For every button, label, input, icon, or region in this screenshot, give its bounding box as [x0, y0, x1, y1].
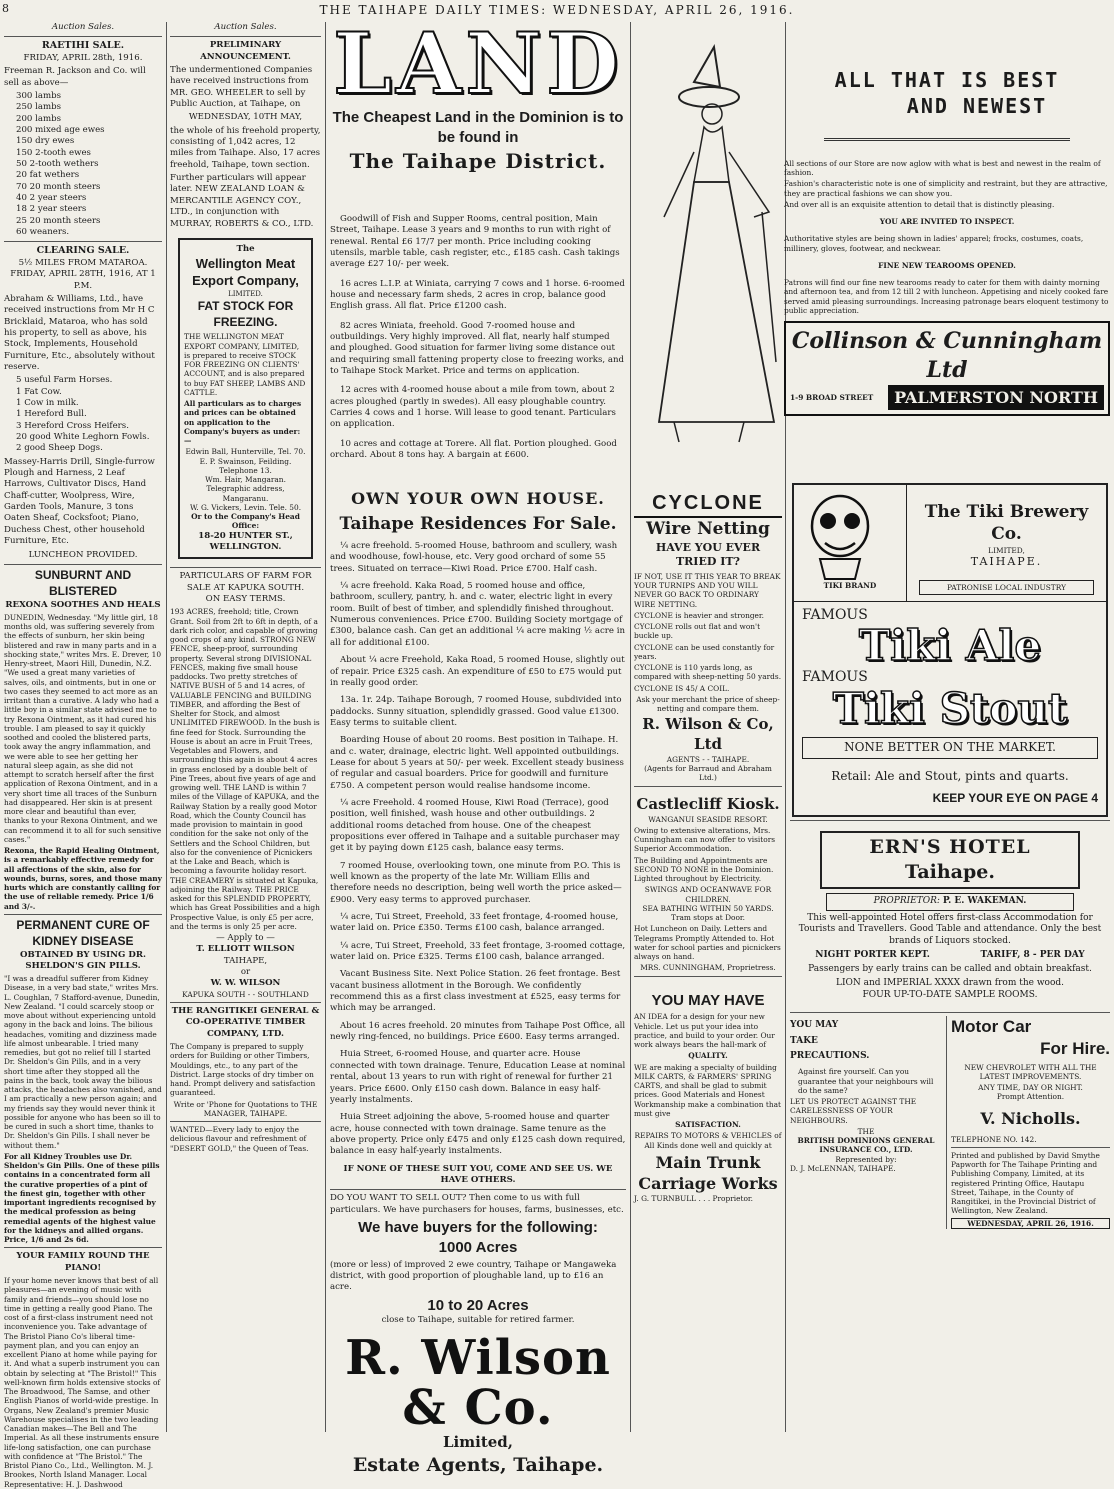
insurance-name: BRITISH DOMINIONS GENERAL INSURANCE CO., LTD.: [797, 1136, 935, 1155]
residence-listing: ¼ acre freehold. 5-roomed House, bathroom and scullery, wash and woodhouse, fowl-house, etc. Very good orchard of some 55 trees. Situated on terrace—Kiwi Road. Price £700. Half cash.: [330, 541, 618, 574]
stock-item: 50 2-tooth wethers: [16, 158, 99, 169]
column-4: [634, 490, 782, 1430]
mrs-cunningham: MRS. CUNNINGHAM, Proprietress.: [640, 963, 776, 973]
motor-car: Motor Car: [951, 1016, 1032, 1036]
prelim-body2: the whole of his freehold property, consisting of 1,042 acres, 12 miles from Taihape. Also, 17 acres freehold, Taihape, town section.: [170, 125, 321, 170]
cyclone-point: CYCLONE is heavier and stronger.: [634, 610, 765, 620]
collinson-logo: [784, 321, 1110, 416]
cyclone-p1: IF NOT, USE IT THIS YEAR TO BREAK YOUR TURNIPS AND YOU WILL NEVER GO BACK TO ORDINARY WIRE NETTING.: [634, 571, 781, 609]
clearing-item: 5 useful Farm Horses.: [16, 375, 113, 386]
raetihi-intro: Freeman R. Jackson and Co. will sell as above—: [4, 66, 146, 88]
district-line: The Taihape District.: [349, 148, 607, 173]
page-number: 8: [2, 2, 9, 15]
land-listings: [330, 214, 626, 462]
cyclone-point: CYCLONE is 110 yards long, as compared with sheep-netting 50 yards.: [634, 663, 782, 682]
cyclone-point: CYCLONE can be used constantly for years.: [634, 642, 775, 661]
clearing-item: 1 Fat Cow.: [16, 386, 62, 397]
acres-1000-desc: (more or less) of improved 2 ewe country, Taihape or Mangaweka district, with good proportion of ploughable land, up to £16 an acre.: [330, 1259, 617, 1293]
insurance-p1: Against fire yourself. Can you guarantee that your neighbours will do the same?: [798, 1067, 934, 1095]
kiosk-p3: Hot Luncheon on Daily. Letters and Telegrams Promptly Attended to. Hot water for school parties and picnickers always on hand.: [634, 924, 781, 961]
hotel-p2: Passengers by early trains can be called and obtain breakfast.: [808, 964, 1092, 975]
estate-agents: Estate Agents, Taihape.: [352, 1454, 604, 1477]
stock-item: 150 2-tooth ewes: [16, 147, 91, 158]
repairs: REPAIRS TO MOTORS & VEHICLES of All Kinds done well and quickly at: [634, 1131, 782, 1150]
apply-or: or: [240, 967, 251, 978]
column-rule: [325, 22, 326, 1432]
apply-label: — Apply to —: [216, 933, 275, 944]
apply-name-1: T. ELLIOTT WILSON: [196, 944, 295, 955]
famous-2: FAMOUS: [802, 669, 868, 686]
insurance-headlines: [790, 1020, 942, 1064]
own-house-headline: OWN YOUR OWN HOUSE.: [351, 488, 605, 508]
sunburn-tail: Rexona, the Rapid Healing Ointment, is a remarkably effective remedy for all affections of the skin, also for wounds, burns, sores, and those many hurts which are constantly calling for the use of reliable remedy. Price 1/6 and 3/-.: [4, 846, 162, 911]
meat-buyer: Edwin Ball, Hunterville, Tel. 70.: [185, 447, 306, 457]
stock-list: [4, 91, 162, 238]
column-rule: [166, 22, 167, 1432]
fashion-ad: [634, 22, 1110, 492]
rangitikei-write: Write or 'Phone for Quotations to THE MANAGER, TAIHAPE.: [173, 1099, 318, 1118]
agents: AGENTS - - TAIHAPE.: [666, 754, 750, 764]
tiki-brand: TIKI BRAND: [823, 581, 877, 590]
land-listing: 12 acres with 4-roomed house about a mile from town, about 2 acres ploughed (partly in swedes). All easy ploughable country. Carries 4 cows and 1 horse. Will lease to good tenant. Particulars on application.: [330, 385, 616, 430]
clearing-more: Massey-Harris Drill, Single-furrow Plough and Harness, 2 Leaf Harrows, Cultivator Discs, Hand Chaff-cutter, Woolpress, Wire, Garden Tools, Manure, 3 tons Oaten Sheaf, Cocksfoot; Piano, Duchess Chest, other household Furniture, Etc.: [4, 456, 155, 547]
wanted: WANTED—Every lady to enjoy the delicious flavour and refreshment of "DESERT GOLD," the Queen of Teas.: [170, 1125, 309, 1153]
meat-fat-stock: FAT STOCK FOR FREEZING.: [197, 298, 294, 329]
insurance-line: TAKE: [790, 1035, 818, 1046]
best-p1: All sections of our Store are now aglow with what is best and newest in the realm of fashion.: [784, 158, 1101, 178]
stock-item: 18 2 year steers: [16, 204, 87, 215]
four-rooms: FOUR UP-TO-DATE SAMPLE ROOMS.: [862, 989, 1038, 1000]
land-listing: 10 acres and cottage at Torere. All flat. Portion ploughed. Good orchard. About 8 tons hay. A bargain at £600.: [330, 438, 617, 461]
for-hire: For Hire.: [1040, 1039, 1110, 1059]
fashion-lady-illustration: [634, 42, 784, 462]
you-may-have: YOU MAY HAVE: [651, 991, 765, 1009]
best-title-1: ALL THAT IS BEST: [834, 68, 1060, 92]
insurance-ad: [790, 1016, 947, 1229]
column-1: [4, 22, 162, 1489]
proprietor-label: PROPRIETOR:: [873, 895, 940, 906]
insurance-p2: LET US PROTECT AGAINST THE CARELESSNESS OF YOUR NEIGHBOURS.: [790, 1097, 917, 1125]
prompt: Prompt Attention.: [996, 1092, 1065, 1102]
farm-title: PARTICULARS OF FARM FOR SALE AT KAPUKA SOUTH.: [179, 571, 312, 593]
meat-or: Or to the Company's Head Office:: [191, 512, 300, 531]
column-rule: [630, 22, 631, 1432]
clearing-list: [4, 375, 162, 454]
cyclone-ask: Ask your merchant the price of sheep-netting and compare them.: [636, 694, 780, 714]
erns-hotel: ERN'S HOTEL: [869, 835, 1031, 858]
meat-buyer: Wm. Hair, Mangaran. Telegraphic address, Mangaranu.: [205, 475, 286, 503]
best-p2: Fashion's characteristic note is one of simplicity and restraint, but they are attractive, they are practical fashions we can show you.: [784, 179, 1108, 198]
sell-out: DO YOU WANT TO SELL OUT? Then come to us with full particulars. We have purchasers for houses, farms, businesses, etc.: [330, 1193, 624, 1215]
raetihi-date: FRIDAY, APRIL 28th, 1916.: [23, 52, 143, 63]
column-header: Auction Sales.: [214, 22, 277, 32]
clearing-item: 20 good White Leghorn Fowls.: [16, 432, 150, 443]
clearing-date: FRIDAY, APRIL 28TH, 1916, AT 1 P.M.: [10, 269, 156, 291]
farm-terms: ON EASY TERMS.: [205, 594, 286, 605]
tearooms: FINE NEW TEAROOMS OPENED.: [878, 260, 1016, 270]
chevrolet: NEW CHEVROLET WITH ALL THE LATEST IMPROVEMENTS.: [964, 1062, 1097, 1081]
stock-item: 150 dry ewes: [16, 136, 75, 147]
best-p3: And over all is an exquisite attention to detail that is distinctly pleasing.: [784, 199, 1055, 209]
r-wilson-logo: R. Wilson & Co.: [345, 1329, 611, 1437]
residence-listing: About 16 acres freehold. 20 minutes from Taihape Post Office, all newly ring-fenced, no buildings. Price £600. Easy terms arranged.: [330, 1020, 626, 1043]
residence-listing: About ¼ acre Freehold, Kaka Road, 5 roomed House, slightly out of repair. Price £325 cash. An expenditure of £50 to £75 would put in really good order.: [330, 655, 625, 688]
best-title-2: AND NEWEST: [906, 94, 1048, 119]
have-you-tried: HAVE YOU EVER TRIED IT?: [655, 540, 761, 569]
collinson-name: Collinson & Cunningham Ltd: [791, 328, 1103, 384]
famous-1: FAMOUS: [802, 606, 868, 623]
best-p5: Patrons will find our fine new tearooms ready to cater for them with dainty morning and afternoon tea, and from 12 till 2 with luncheon. Appetising and nicely cooked fare served amid pleasing surroundings. Increasing patronage bears eloquent testimony to public appreciation.: [784, 278, 1109, 315]
column-3: [330, 14, 626, 1477]
column-5: [790, 480, 1110, 1430]
meat-buyer: W. G. Vickers, Levin. Tele. 50.: [189, 502, 302, 512]
masthead: THE TAIHAPE DAILY TIMES: WEDNESDAY, APRIL 26, 1916.: [319, 3, 795, 17]
acres-10-20: 10 to 20 Acres: [427, 1296, 529, 1314]
apply-loc-1: TAIHAPE,: [223, 955, 268, 966]
meat-ltd: LIMITED.: [228, 289, 263, 298]
acres-1000: 1000 Acres: [438, 1238, 518, 1256]
residence-listing: ¼ acre, Tui Street, Freehold, 33 feet frontage, 3-roomed cottage, water laid on. Price £325. Terms £100 cash, balance arranged.: [330, 940, 626, 963]
land-listing: 82 acres Winiata, freehold. Good 7-roomed house and outbuildings. Very highly improved. All flat, nearly half stumped and ploughed. Good situation for farmer living some distance out and requiring small fattening property close to freezing works, and to Taihape Stock Market. Price and terms on application.: [330, 320, 624, 377]
prelim-body3: Further particulars will appear later. NEW ZEALAND LOAN & MERCANTILE AGENCY COY., LTD., in conjunction with MURRAY, ROBERTS & CO., LTD.: [170, 173, 314, 229]
clearing-item: 1 Hereford Bull.: [16, 409, 87, 420]
piano-body: If your home never knows that best of all pleasures—an evening of music with family and friends—you should lose no time in getting a really good Piano. The cost of a first-class instrument need not inconvenience you. Take advantage of The Bristol Piano Co's liberal time-payment plan, and you can enjoy an excellent Piano at home while paying for it. And what a superb instrument you can obtain by selecting at "The Bristol!" This well-known firm holds extensive stocks of The Broadwood, The Samse, and other English Pianos of world-wide prestige. In Organs, New Zealand's premier Music Warehouse specialises in the two leading Canadian makes—The Bell and The Imperial. As all these instruments ensure life-long satisfaction, one can purchase with confidence at "The Bristol." The Bristol Piano Co., Ltd., Wellington. M. J. Brookes, North Island Manager. Local Representative: H. J. Dashwood: [4, 1276, 161, 1489]
insurance-line: YOU MAY: [790, 1019, 839, 1030]
hotel-p1: This well-appointed Hotel offers first-class Accommodation for Tourists and Travellers. Good Table and attendance. Only the best brands of Liquors stocked.: [798, 912, 1102, 947]
swings: SWINGS AND OCEANWAVE FOR CHILDREN.: [644, 885, 772, 904]
insurance-the: THE: [857, 1126, 875, 1136]
tiki-ale: Tiki Ale: [858, 621, 1042, 671]
residence-listings: [330, 541, 626, 1158]
prelim-title: PRELIMINARY ANNOUNCEMENT.: [200, 40, 291, 62]
clearing-item: 2 good Sheep Dogs.: [16, 443, 103, 454]
residence-listing: Boarding House of about 20 rooms. Best position in Taihape. H. and c. water, drainage, electric light. Well appointed outbuildings. Lease for about 5 years at 50/- per week. Excellent steady business of regular and casual boarders. Price for goodwill and furniture £750. A competent person would realise handsome income.: [330, 735, 624, 791]
rangitikei-body: The Company is prepared to supply orders for Building or other Timbers, Mouldings, etc., to any part of the District. Large stocks of dry timber on hand. Prompt delivery and satisfaction guaranteed.: [170, 1042, 316, 1098]
motor-car-ad: [947, 1016, 1110, 1229]
footer-date: WEDNESDAY, APRIL 26, 1916.: [951, 1218, 1110, 1229]
piano-title: YOUR FAMILY ROUND THE PIANO!: [16, 1251, 150, 1273]
sunburn-subtitle: REXONA SOOTHES AND HEALS: [5, 599, 161, 610]
erns-taihape: Taihape.: [905, 860, 995, 883]
any-time: ANY TIME, DAY OR NIGHT.: [978, 1083, 1083, 1093]
tiki-brewery-ad: [792, 483, 1108, 817]
keep-eye: KEEP YOUR EYE ON PAGE 4: [932, 790, 1098, 805]
residence-listing: Huia Street, 6-roomed House, and quarter acre. House connected with town drainage. Tenure, Education Lease at nominal rental, about 13 years to run with right of renewal for further 21 years. Price £600. Only £150 cash down. Balance in easy half-yearly instalments.: [330, 1049, 626, 1105]
sunburn-title: SUNBURNT AND BLISTERED: [34, 567, 132, 598]
brewery-name: The Tiki Brewery Co.: [924, 502, 1089, 545]
invited: YOU ARE INVITED TO INSPECT.: [879, 217, 1015, 227]
stock-item: 200 lambs: [16, 113, 62, 124]
meat-body: THE WELLINGTON MEAT EXPORT COMPANY, LIMITED, is prepared to receive STOCK FOR FREEZING ON CLIENTS' ACCOUNT, and is also prepared to buy FAT SHEEP, LAMBS AND CATTLE.: [184, 332, 306, 397]
apply-loc-2: KAPUKA SOUTH - - SOUTHLAND: [182, 989, 309, 999]
kidney-tail: For all Kidney Troubles use Dr. Sheldon's Gin Pills. One of these pills contains in a concentrated form all the curative properties of a pint of the finest gin, together with other important ingredients recognised by the medical profession as being remedial agents of the highest value for the kidneys and allied organs. Price, 1/6 and 2s 6d.: [4, 1151, 160, 1245]
kidney-title: PERMANENT CURE OF KIDNEY DISEASE: [16, 917, 150, 948]
mclennan: D. J. McLENNAN, TAIHAPE.: [790, 1163, 896, 1173]
stock-item: 70 20 month steers: [16, 181, 101, 192]
clearing-item: 3 Hereford Cross Heifers.: [16, 420, 129, 431]
nicholls: V. Nicholls.: [980, 1108, 1081, 1128]
meat-name: Wellington Meat Export Company,: [192, 256, 299, 289]
satisfaction: SATISFACTION.: [675, 1120, 741, 1130]
column-2: [170, 22, 321, 1432]
meat-buyer: E. P. Swainson, Feilding. Telephone 13.: [199, 456, 292, 475]
cheapest-line: The Cheapest Land in the Dominion is to be found in: [332, 109, 624, 146]
clearing-title: CLEARING SALE.: [36, 245, 130, 257]
residence-listing: ¼ acre Freehold. 4 roomed House, Kiwi Road (Terrace), good position, well finished, wash house and other outbuildings. 2 additional rooms detached from house. One of the cheapest propositions ever offered in Taihape and a suitable purchaser may get it by paying down £125 cash, balance easy terms.: [330, 797, 620, 854]
stock-item: 200 mixed age ewes: [16, 124, 105, 135]
lion: LION and IMPERIAL XXXX drawn from the wood.: [836, 977, 1064, 988]
wanganui: WANGANUI SEASIDE RESORT.: [648, 814, 768, 824]
clearing-intro: Abraham & Williams, Ltd., have received instructions from Mr H C Bricklaid, Mataroa, who has sold his property, to sell as above, his Stock, Implements, Household Furniture, Etc., absolutely without reserve.: [4, 293, 155, 372]
retail: Retail: Ale and Stout, pints and quarts.: [831, 768, 1069, 783]
kiosk-p2: The Building and Appointments are SECOND TO NONE in the Dominion. Lighted throughout by Electricity.: [634, 855, 774, 883]
main-trunk: Main Trunk: [655, 1152, 761, 1172]
patronise: PATRONISE LOCAL INDUSTRY: [919, 580, 1094, 595]
wire-netting: Wire Netting: [646, 519, 770, 540]
stock-item: 60 weaners.: [16, 227, 70, 238]
meat-particulars: All particulars as to charges and prices can be obtained on application to the Company's buyers as under:—: [184, 399, 302, 446]
stock-item: 300 lambs: [16, 90, 62, 101]
meat-export-ad: [178, 238, 313, 559]
residence-listing: ¼ acre, Tui Street, Freehold, 33 feet frontage, 4-roomed house, water laid on. Price £350. Terms £100 cash, balance arranged.: [330, 912, 619, 934]
best-p4: Authoritative styles are being shown in ladies' apparel; frocks, costumes, coats, millinery, gloves, footwear, and neckwear.: [784, 234, 1084, 253]
night-porter: NIGHT PORTER KEPT.: [815, 950, 930, 961]
insurance-line: PRECAUTIONS.: [790, 1051, 870, 1062]
prelim-body: The undermentioned Companies have received instructions from MR. GEO. WHEELER to sell by Public Auction, at Taihape, on: [170, 65, 313, 110]
kidney-subtitle: OBTAINED BY USING DR. SHELDON'S GIN PILLS.: [20, 949, 146, 971]
cyclone-list: [634, 611, 782, 693]
quality: QUALITY.: [688, 1051, 728, 1061]
printed-by: Printed and published by David Smythe Papworth for The Taihape Printing and Publishing Company, Limited, at its registered Printing Office, Hautapu Street, Taihape, in the County of Rangitikei, in the Provincial District of Wellington, New Zealand.: [951, 1150, 1100, 1216]
broad-street: 1-9 BROAD STREET: [790, 393, 874, 403]
cyclone-title: CYCLONE: [634, 490, 782, 518]
column-header: Auction Sales.: [51, 22, 115, 32]
cyclone-point: CYCLONE rolls out flat and won't buckle up.: [634, 622, 761, 641]
if-none: IF NONE OF THESE SUIT YOU, COME AND SEE US. WE HAVE OTHERS.: [343, 1163, 613, 1185]
brewery-taihape: TAIHAPE.: [970, 555, 1043, 569]
land-headline: LAND: [333, 14, 623, 113]
limited: Limited,: [443, 1433, 513, 1452]
residence-listing: ¼ acre freehold. Kaka Road, 5 roomed house and office, bathroom, scullery, pantry, h. and c. water, electric light in every room. Built of best of timber, and splendidly finished throughout. Numerous conveniences. Price £700. Building Society mortgage of £300, balance cash. Can get an additional ¼ acre making ½ acre in all for additional £100.: [330, 581, 625, 648]
palmerston-north: PALMERSTON NORTH: [888, 385, 1104, 410]
stock-item: 20 fat wethers: [16, 170, 80, 181]
kidney-body: "I was a dreadful sufferer from Kidney Disease, in a very bad state," writes Mrs. L. Coughlan, 7 Stafford-avenue, Dunedin, New Zealand. "I could scarcely stoop or move about without experiencing untold agony in the back and loins. The bilious headaches, vomiting and dizziness made life almost unbearable. I tried many remedies, but got no relief till I started Dr. Sheldon's Gin Pills, and in a very short time after they stopped all the pains in the back, took away the bilious attacks, the headaches also vanished, and I am practically a new person again; and my friends say they would never think it possible for anyone who has been so ill to be cured in such a short time, thanks to Dr. Sheldon's Gin Pills. I shall never be without them.": [4, 974, 162, 1150]
clearing-location: 5½ MILES FROM MATAROA.: [18, 257, 148, 268]
sea-bathing: SEA BATHING WITHIN 50 YARDS. Tram stops at Door.: [642, 903, 774, 922]
erns-hotel-box: [820, 831, 1080, 889]
carriage-works: Carriage Works: [638, 1173, 778, 1193]
represented: Represented by:: [835, 1154, 897, 1164]
clearing-item: 1 Cow in milk.: [16, 398, 79, 409]
sunburn-body: DUNEDIN, Wednesday. "My little girl, 18 months old, was suffering severely from the effects of sunburn, her skin being blistered and raw in many parts and in a shocking state," writes Mrs. E. Drever, 10 Henry-street, Maori Hill, Dunedin, N.Z. "We used a great many varieties of salves, oils, and ointments, but in one or two cases they seemed to act more as an irritant than a curative. A lady who had a little boy in a similar state advised me to try Rexona Ointment, as it had cured his trouble. I am pleased to say it quickly soothed and cooled the blistered parts, took away the angry inflammation, and we were able to see her getting her natural sleep again, as she did not attempt to scratch herself after the first application of Rexona Ointment, and in a very short time all traces of the Sunburn had disappeared. Her skin is at present more clear and beautiful than ever, thanks to your Rexona Ointment, and we can recommend it to all for such sensitive cases.": [4, 612, 162, 844]
meat-buyers: [184, 447, 307, 512]
farm-body: 193 ACRES, freehold; title, Crown Grant. Soil from 2ft to 6ft in depth, of a dark rich color, and capable of growing good crops of any kind. STRONG NEW FENCE, sheep-proof, surrounding property. Several strong DIVISIONAL FENCES, making five small house paddocks. Two pretty stretches of NATIVE BUSH of 5 and 14 acres, of VALUABLE FENCING and BUILDING TIMBER, and affording the Best of Shelter for Stock, and almost UNLIMITED FIREWOOD. In the bush is fine feed for Stock. Surrounding the House is about an acre in Fruit Trees, Vegetables and Flowers, and surrounding this again is about 4 acres in grass enclosed by a double belt of Pine Trees, about five years of age and growing well. THE LAND is within 7 miles of the Village of KAPUKA, and the Railway Station by a really good Motor Road, which the County Council has made provision to maintain in good condition for the sake not only of the Settlers and the School Children, but also for the convenience of Picnickers at the Lake and Beach, which is becoming a favourite holiday resort. THE CREAMERY is situated at Kapuka, adjoining the Railway. THE PRICE asked for this SPLENDID PROPERTY, which has Great Possibilities and a high Prospective Value, is only £5 per acre, and the terms is only 25 per acre.: [170, 607, 320, 931]
luncheon: LUNCHEON PROVIDED.: [28, 549, 138, 560]
telephone: TELEPHONE NO. 142.: [951, 1134, 1037, 1144]
kiosk-title: Castlecliff Kiosk.: [636, 794, 780, 813]
stock-item: 250 lambs: [16, 102, 62, 113]
r-wilson-ltd: R. Wilson & Co, Ltd: [642, 715, 774, 754]
land-listing: Goodwill of Fish and Supper Rooms, central position, Main Street, Taihape. Lease 3 years and 9 months to run with right of renewal. Rental £6 17/7 per month. Price including cooking utensils, marble table, cash register, etc., £185 cash. Cash takings average £27 10/- per week.: [330, 213, 620, 270]
proprietor-name: P. E. WAKEMAN.: [942, 895, 1027, 906]
turnbull: J. G. TURNBULL . . . Proprietor.: [634, 1194, 753, 1204]
apply-name-2: W. W. WILSON: [210, 978, 281, 989]
cyclone-point: CYCLONE IS 45/ A COIL.: [634, 683, 730, 693]
may-have-p2: WE are making a specialty of building MILK CARTS, & FARMERS' SPRING CARTS, and shall be glad to submit prices. Good Materials and Honest Workmanship make a combination that must give: [634, 1062, 781, 1118]
land-listing: 16 acres L.I.P. at Winiata, carrying 7 cows and 1 horse. 6-roomed house and necessary farm sheds, 2 acres in crop, balance good English grass. All flat. Price £1200 cash.: [330, 278, 625, 312]
residence-listing: 13a. 1r. 24p. Taihape Borough, 7 roomed House, subdivided into paddocks. Sunny situation, splendidly grassed. Good value £1300. Easy terms to suitable client.: [330, 695, 622, 728]
residences-headline: Taihape Residences For Sale.: [339, 513, 617, 534]
stock-item: 40 2 year steers: [16, 193, 87, 203]
residence-listing: Huia Street adjoining the above, 5-roomed house and quarter acre, house connected with town drainage. Same tenure as the above property. Price only £475 and only £125 cash down required, balance in easy half-yearly instalments.: [330, 1112, 626, 1157]
prelim-date: WEDNESDAY, 10TH MAY,: [188, 112, 303, 123]
brewery-ltd: LIMITED,: [988, 545, 1025, 555]
rangitikei-title: THE RANGITIKEI GENERAL & CO-OPERATIVE TIMBER COMPANY, LTD.: [171, 1006, 320, 1039]
none-better: NONE BETTER ON THE MARKET.: [802, 737, 1098, 759]
residence-listing: 7 roomed House, overlooking town, one minute from P.O. This is well known as the property of the late Mr. William Ellis and therefore needs no description, being well worth the price asked—£900. Very easy terms to approved purchaser.: [330, 860, 622, 905]
agents-2: (Agents for Barraud and Abraham Ltd.): [644, 764, 772, 783]
raetihi-title: RAETIHI SALE.: [41, 40, 125, 52]
stock-item: 25 20 month steers: [16, 215, 101, 226]
buyers-headline: We have buyers for the following:: [358, 1218, 598, 1236]
residence-listing: Vacant Business Site. Next Police Station. 26 feet frontage. Best vacant business allotment in the Borough. We confidently recommend this as a first class investment at £525, easy terms for which may be arranged.: [330, 969, 621, 1014]
tiki-stout: Tiki Stout: [832, 683, 1068, 733]
tariff: TARIFF, 8 - PER DAY: [980, 950, 1085, 961]
tiki-icon: [800, 491, 880, 581]
may-have-p1: AN IDEA for a design for your new Vehicle. Let us put your idea into practice, and build to your order. Our work always bears the hall-mark of: [634, 1012, 775, 1050]
meat-the: The: [236, 243, 255, 254]
meat-address: 18-20 HUNTER ST., WELLINGTON.: [198, 530, 293, 552]
acres-10-desc: close to Taihape, suitable for retired farmer.: [381, 1315, 575, 1326]
kiosk-p1: Owing to extensive alterations, Mrs. Cunningham can now offer to visitors Superior Accommodation.: [634, 825, 776, 854]
